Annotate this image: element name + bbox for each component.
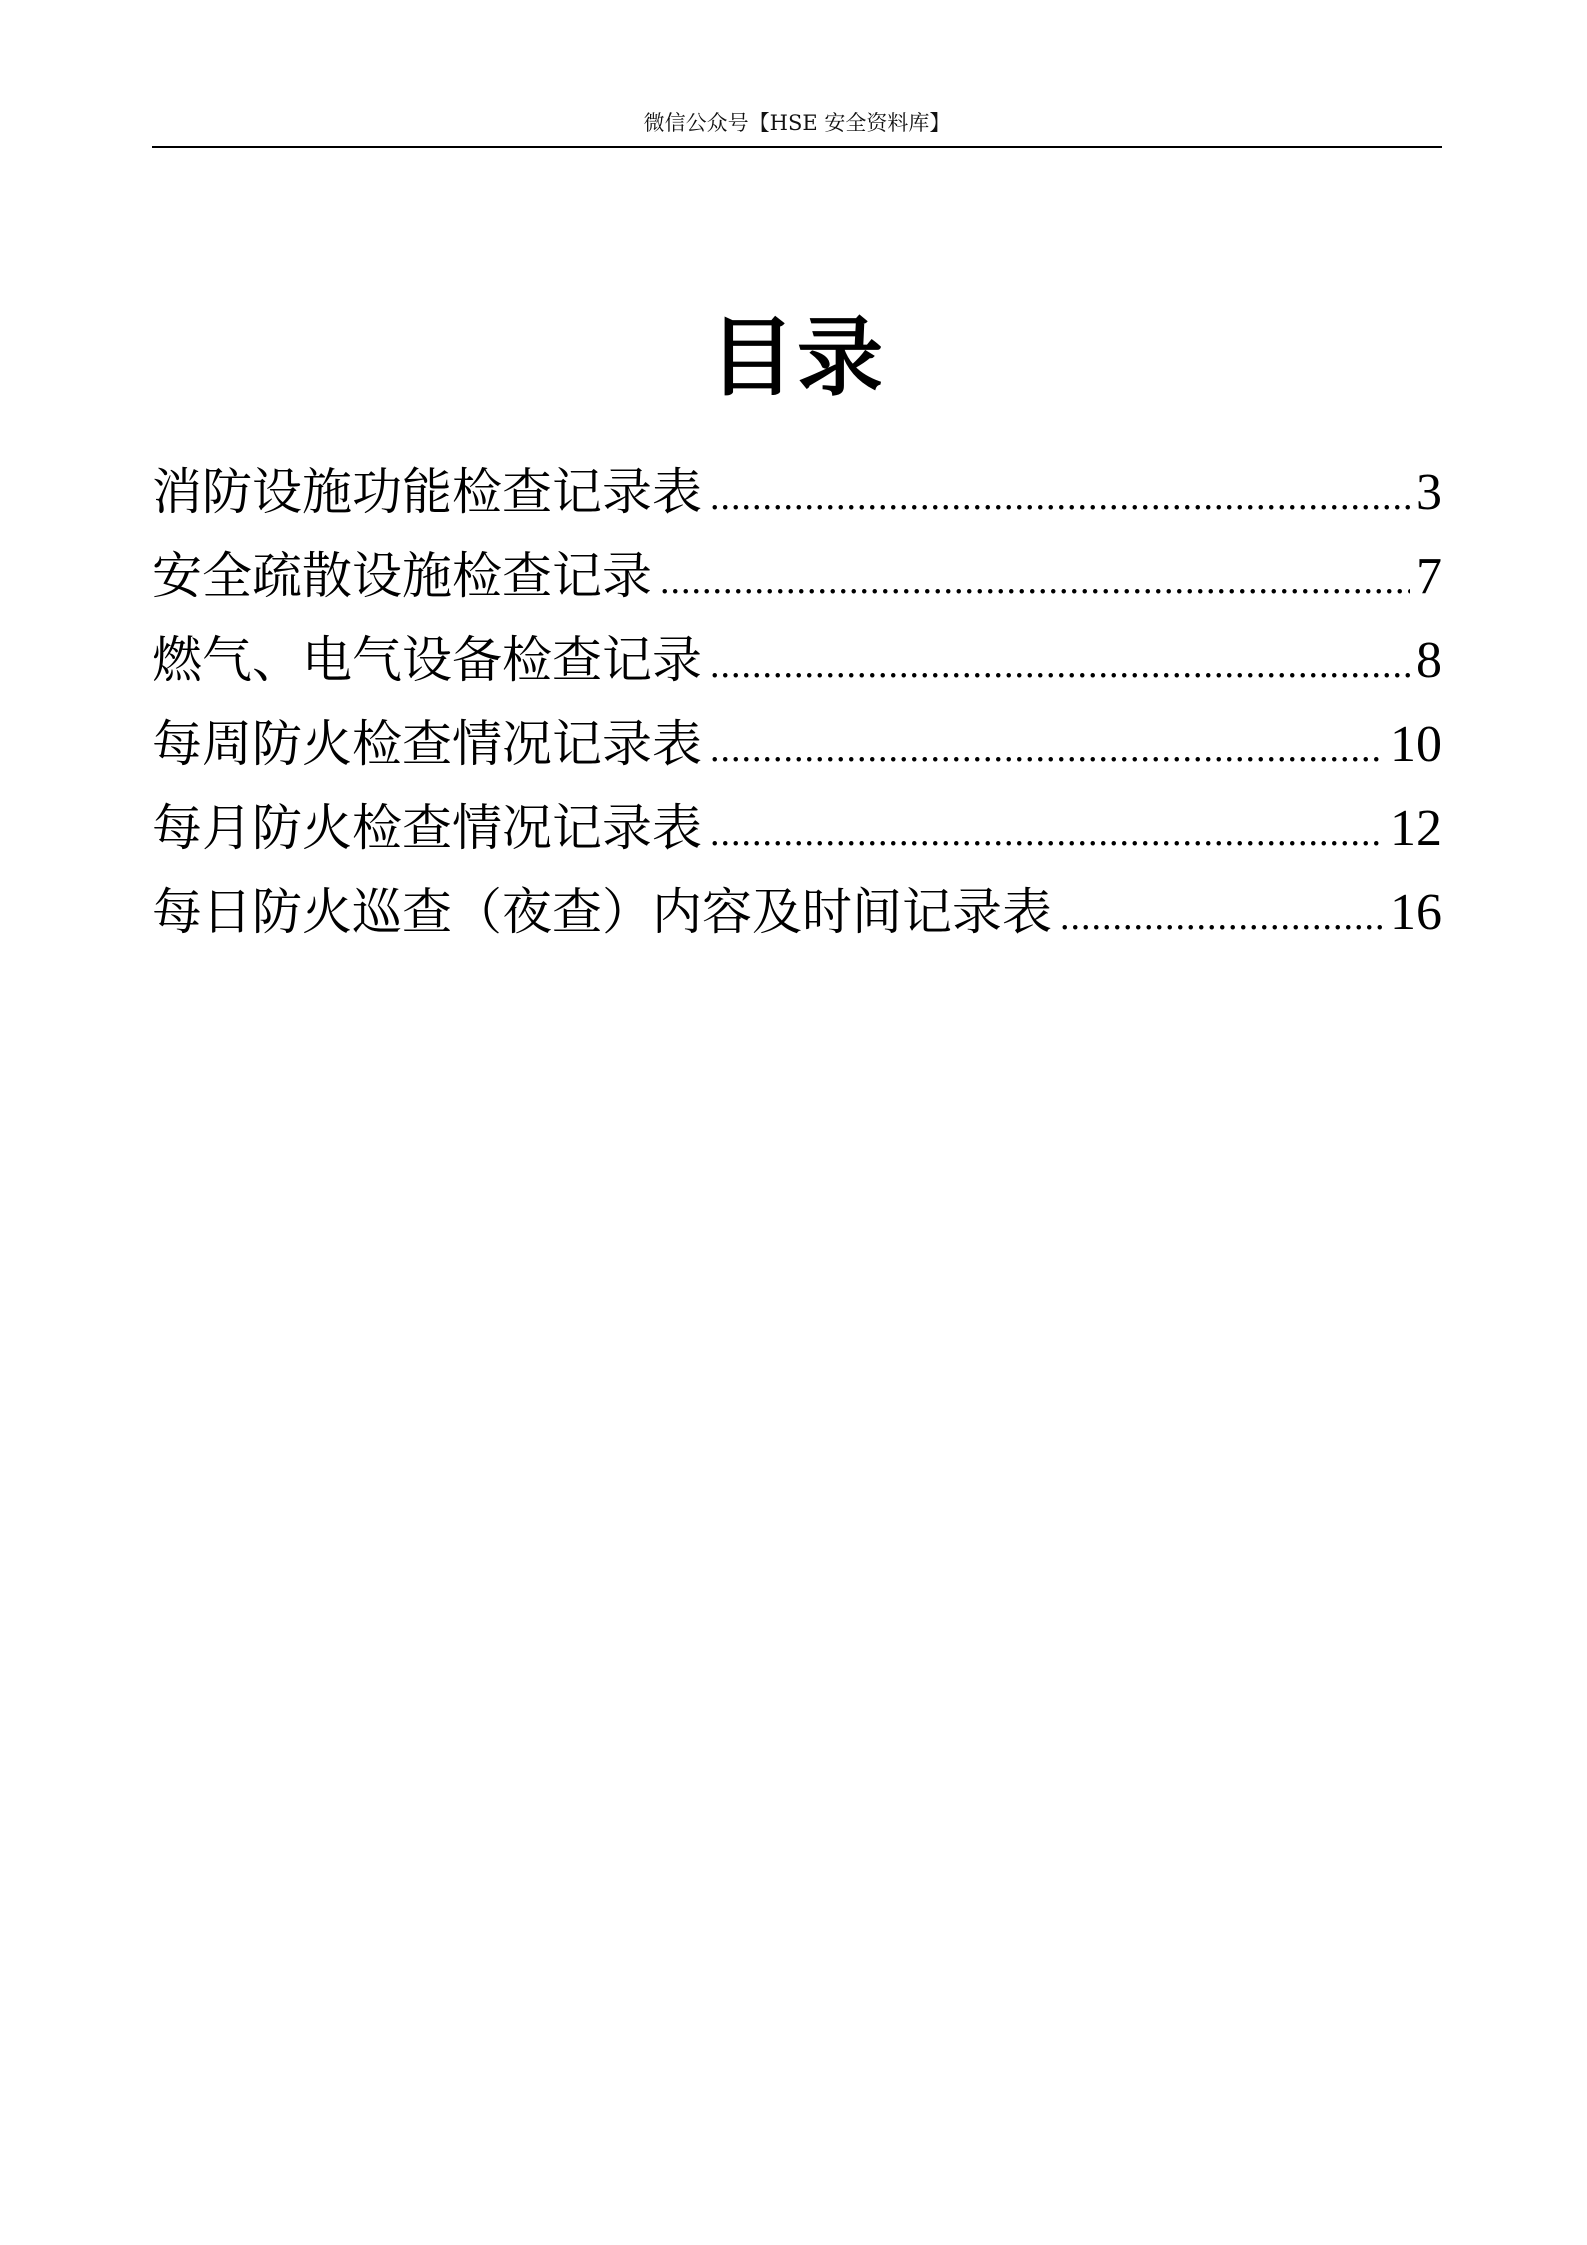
toc-page-number: 7 xyxy=(1416,548,1442,605)
toc-dot-leader xyxy=(710,707,1384,791)
toc-entry[interactable] xyxy=(152,534,1442,618)
document-title: 目录 xyxy=(709,306,885,408)
toc-page-number: 8 xyxy=(1416,632,1442,689)
toc-entry-title: 安全疏散设施检查记录 xyxy=(152,547,652,605)
toc-page-number: 12 xyxy=(1390,800,1442,857)
toc-entry-title: 每日防火巡查（夜查）内容及时间记录表 xyxy=(152,883,1052,941)
toc-page-number: 16 xyxy=(1390,884,1442,941)
toc-entry[interactable] xyxy=(152,786,1442,870)
toc-dot-leader xyxy=(710,791,1384,875)
toc-entry[interactable] xyxy=(152,450,1442,534)
header-rule xyxy=(152,146,1442,148)
toc-entry[interactable] xyxy=(152,702,1442,786)
toc-entry[interactable] xyxy=(152,618,1442,702)
toc-entry-title: 消防设施功能检查记录表 xyxy=(152,463,702,521)
table-of-contents xyxy=(152,450,1442,954)
toc-dot-leader xyxy=(1060,875,1384,959)
toc-page-number: 10 xyxy=(1390,716,1442,773)
toc-dot-leader xyxy=(710,623,1410,707)
toc-entry-title: 燃气、电气设备检查记录 xyxy=(152,631,702,689)
toc-entry[interactable] xyxy=(152,870,1442,954)
page-header: 微信公众号【HSE 安全资料库】 xyxy=(643,111,951,135)
toc-dot-leader xyxy=(710,455,1410,539)
toc-page-number: 3 xyxy=(1416,464,1442,521)
toc-entry-title: 每月防火检查情况记录表 xyxy=(152,799,702,857)
toc-dot-leader xyxy=(660,539,1410,623)
toc-entry-title: 每周防火检查情况记录表 xyxy=(152,715,702,773)
